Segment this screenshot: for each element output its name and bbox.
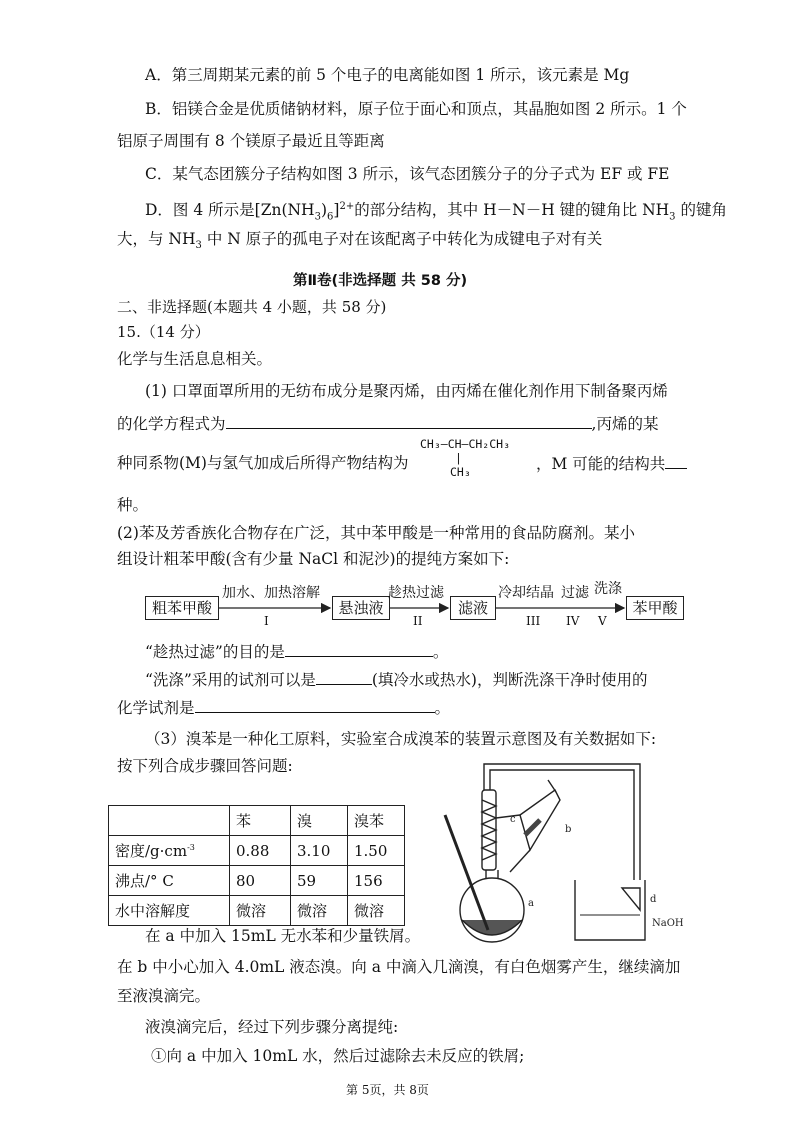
part2-text: 。 [432, 643, 449, 661]
flow-step-hot-filter: 趁热过滤 [388, 585, 444, 601]
table-header-cell: 苯 [230, 806, 291, 836]
label-c: c [510, 814, 516, 825]
table-cell: 156 [348, 866, 405, 896]
part1-text: ，M 可能的结构共 [536, 455, 666, 473]
step-3: 至液溴滴完。 [117, 987, 211, 1005]
section-title: 第Ⅱ卷(非选择题 共 58 分) [293, 273, 468, 289]
part2-text: “趁热过滤”的目的是 [145, 643, 285, 661]
condenser [482, 790, 496, 870]
table-header-cell: 溴苯 [348, 806, 405, 836]
flow-step-num-4: IV [566, 614, 580, 628]
table-header-cell: 溴 [291, 806, 348, 836]
superscript: 2+ [339, 201, 355, 212]
flow-step-dissolve: 加水、加热溶解 [222, 585, 320, 601]
subscript: 6 [327, 211, 334, 223]
condenser-coil [482, 800, 496, 860]
subscript: 3 [195, 240, 202, 252]
flow-step-filter: 过滤 [561, 585, 589, 601]
label-naoh: NaOH [652, 918, 684, 929]
table-cell: 1.50 [348, 836, 405, 866]
option-d-text: ) [320, 201, 328, 220]
table-cell: 水中溶解度 [109, 896, 230, 926]
page-footer: 第 5页，共 8页 [346, 1083, 429, 1097]
structure-formula-top: CH₃—CH—CH₂CH₃ [420, 437, 511, 451]
funnel-in-beaker [622, 888, 640, 910]
part2-text: (填冷水或热水)，判断洗涤干净时使用的 [371, 671, 648, 689]
table-cell-text: 密度/g·cm [115, 842, 188, 860]
flow-box-crude-benzoic-acid: 粗苯甲酸 [145, 596, 219, 620]
table-cell: 微溶 [230, 896, 291, 926]
label-d: d [650, 894, 657, 905]
option-a: A．第三周期某元素的前 5 个电子的电离能如图 1 所示，该元素是 Mg [145, 66, 630, 84]
table-cell: 微溶 [348, 896, 405, 926]
subscript: 3 [314, 211, 321, 223]
table-cell: 59 [291, 866, 348, 896]
part2-text: 。 [434, 699, 451, 717]
part3-line2: 按下列合成步骤回答问题: [117, 757, 293, 775]
part1-line3a: 种同系物(M)与氢气加成后所得产物结构为 [117, 454, 409, 472]
flask-liquid [462, 920, 522, 935]
option-d-text: 中 N 原子的孤电子对在该配离子中转化为成键电子对有关 [201, 230, 603, 248]
table-cell: 微溶 [291, 896, 348, 926]
flow-step-num-2: II [413, 614, 423, 628]
label-b: b [565, 824, 572, 835]
flow-step-num-1: I [264, 614, 269, 628]
step-4: 液溴滴完后，经过下列步骤分离提纯: [145, 1018, 399, 1036]
part1-line4: 种。 [117, 496, 149, 514]
connecting-tube [484, 764, 640, 880]
part2-text: “洗涤”采用的试剂可以是 [145, 671, 316, 689]
table-cell: 0.88 [230, 836, 291, 866]
step-2: 在 b 中小心加入 4.0mL 液态溴。向 a 中滴入几滴溴，有白色烟雾产生，继续滴加 [117, 958, 681, 976]
label-a: a [528, 898, 534, 909]
part3-line1: （3）溴苯是一种化工原料，实验室合成溴苯的装置示意图及有关数据如下: [145, 730, 657, 748]
option-b-line1: B．铝镁合金是优质储钠材料，原子位于面心和顶点，其晶胞如图 2 所示。1 个 [145, 100, 687, 118]
flow-box-benzoic-acid: 苯甲酸 [626, 596, 684, 620]
option-d-text: ] [333, 201, 340, 220]
beaker [575, 880, 645, 940]
step-5: ①向 a 中加入 10mL 水，然后过滤除去未反应的铁屑; [151, 1047, 525, 1065]
flow-step-num-3: III [526, 614, 541, 628]
flow-step-crystallize: 冷却结晶 [498, 585, 554, 601]
connecting-tube-inner [490, 770, 634, 880]
part1-text: 的化学方程式为 [117, 415, 226, 433]
section-intro: 二、非选择题(本题共 4 小题，共 58 分) [117, 298, 387, 316]
option-d-text: 的部分结构，其中 H－N－H 键的键角比 NH [354, 201, 670, 220]
table-cell: 3.10 [291, 836, 348, 866]
part2-line1: (2)苯及芳香族化合物存在广泛，其中苯甲酸是一种常用的食品防腐剂。某小 [117, 524, 635, 542]
question-number: 15.（14 分） [117, 323, 210, 341]
flow-step-num-5: V [598, 614, 607, 628]
flow-step-wash: 洗涤 [594, 581, 622, 597]
structure-formula-bar: | [455, 451, 462, 465]
flow-box-filtrate: 滤液 [450, 596, 496, 620]
option-c: C．某气态团簇分子结构如图 3 所示，该气态团簇分子的分子式为 EF 或 FE [145, 165, 670, 183]
option-d-text: D．图 4 所示是[Zn(NH [145, 201, 315, 220]
part2-line2: 组设计粗苯甲酸(含有少量 NaCl 和泥沙)的提纯方案如下: [117, 550, 510, 568]
superscript: -3 [187, 843, 195, 852]
step-1: 在 a 中加入 15mL 无水苯和少量铁屑。 [145, 927, 421, 945]
table-cell: 沸点/° C [109, 866, 230, 896]
part1-line1: (1) 口罩面罩所用的无纺布成分是聚丙烯，由丙烯在催化剂作用下制备聚丙烯 [145, 382, 668, 400]
part1-text: ,丙烯的某 [591, 415, 659, 433]
part2-text: 化学试剂是 [117, 699, 195, 717]
option-b-line2: 铝原子周围有 8 个镁原子最近且等距离 [117, 132, 385, 150]
option-d-text: 大，与 NH [117, 230, 196, 248]
flow-box-suspension: 悬浊液 [332, 596, 390, 620]
option-d-text: 的键角 [675, 201, 727, 220]
subscript: 3 [669, 211, 676, 223]
question-lead: 化学与生活息息相关。 [117, 350, 273, 368]
structure-formula-bottom: CH₃ [450, 465, 471, 479]
table-cell: 80 [230, 866, 291, 896]
